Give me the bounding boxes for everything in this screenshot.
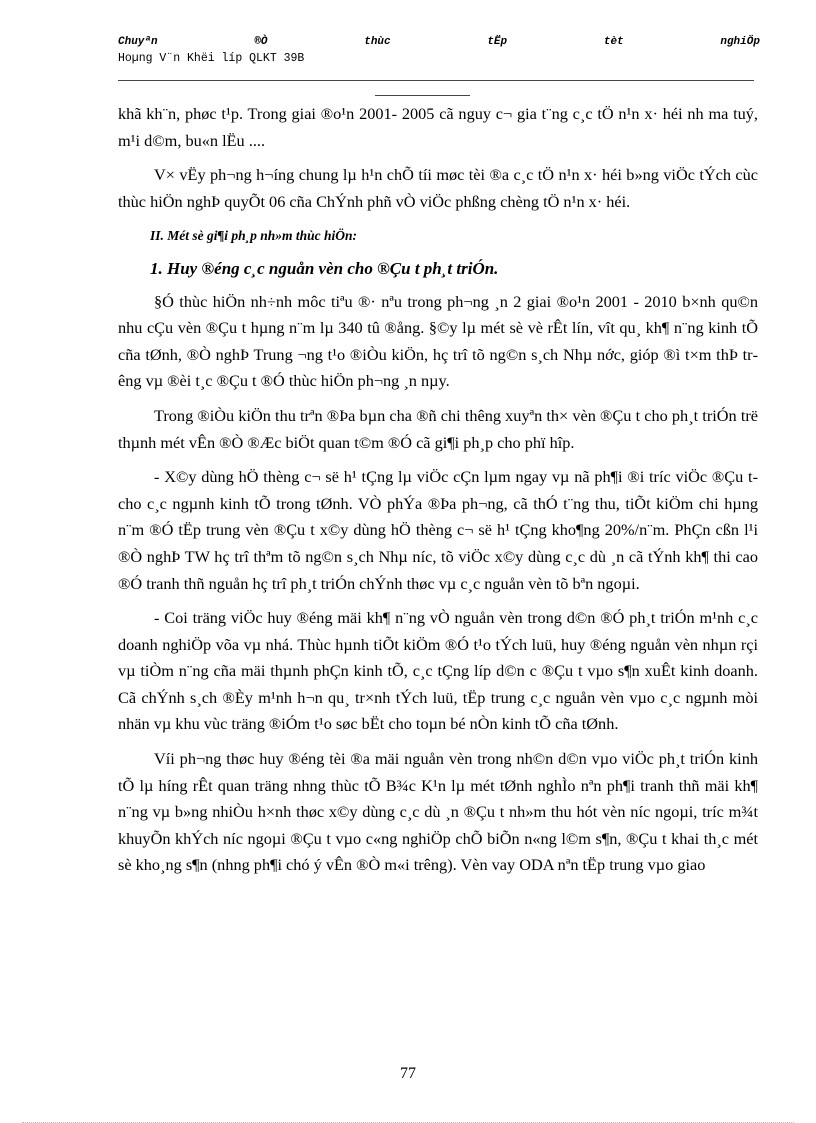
paragraph: - X©y dùng hÖ thèng c¬ së h¹ tÇng lµ viÖc cÇn lµm ngay vµ nã ph¶i ®i tríc viÖc ®Çu t cho c¸c ngµnh kinh tÕ trong tØnh. VÒ phÝa ®Þa ph¬ng, cã thÓ t¨ng thu, tiÕt kiÖm chi hµng n¨m ®Ó tËp trung vèn ®Çu t x©y dùng hÖ thèng c¬ së h¹ tÇng kho¶ng 20%/n¨m. PhÇn cßn l¹i ®Ò nghÞ TW hç trî thªm tõ ng©n s¸ch Nhµ níc, tõ viÖc x©y dùng c¸c dù ¸n cã tÝnh kh¶ thi cao ®Ó tranh thñ nguån hç trî ph¸t triÓn chÝnh thøc vµ c¸c nguån vèn tõ bªn ngoµi. [118, 467, 758, 593]
header-rule-short [375, 95, 470, 96]
header-author: Hoµng V¨n Khëi líp QLKT 39B [118, 52, 305, 65]
subsection-heading: 1. Huy ®éng c¸c nguån vèn cho ®Çu t ph¸t triÓn. [150, 258, 499, 278]
page-number: 77 [400, 1065, 416, 1082]
header-word: nghiÖp [720, 36, 760, 48]
paragraph: V× vËy ph¬ng h¬íng chung lµ h¹n chÕ tíi møc tèi ®a c¸c tÖ n¹n x· héi b»ng viÖc tÝch cùc thùc hiÖn nghÞ quyÕt 06 cña ChÝnh phñ vÒ viÖc phßng chèng tÖ n¹n x· héi. [118, 165, 758, 211]
header-word: ®Ò [254, 36, 268, 48]
header-word: Chuyªn [118, 36, 158, 48]
page-header [118, 36, 760, 65]
paragraph: khã kh¨n, phøc t¹p. Trong giai ®o¹n 2001- 2005 cã nguy c¬ gia t¨ng c¸c tÖ n¹n x· héi nh ma tuý, m¹i d©m, bu«n lËu .... [118, 104, 758, 150]
header-word: tËp [487, 36, 508, 48]
paragraph: - Coi träng viÖc huy ®éng mäi kh¶ n¨ng vÒ nguån vèn trong d©n ®Ó ph¸t triÓn m¹nh c¸c doanh nghiÖp võa vµ nhá. Thùc hµnh tiÕt kiÖm ®Ó t¹o tÝch luü, huy ®éng nguån vèn nhµn rçi vµ tiÒm n¨ng cña mäi thµnh phÇn kinh tÕ, c¸c tÇng líp d©n c ®Çu t vµo s¶n xuÊt kinh doanh. Cã chÝnh s¸ch ®Èy m¹nh h¬n qu¸ tr×nh tÝch luü, tËp trung c¸c nguån vèn vµo c¸c ngµnh mòi nhän vµ khu vùc träng ®iÓm t¹o søc bËt cho toµn bé nÒn kinh tÕ cña tØnh. [118, 608, 758, 734]
paragraph: Trong ®iÒu kiÖn thu trªn ®Þa bµn cha ®ñ chi thêng xuyªn th× vèn ®Çu t cho ph¸t triÓn trë thµnh mét vÊn ®Ò ®Æc biÖt quan t©m ®Ó cã gi¶i ph¸p cho phï hîp. [118, 405, 758, 452]
header-title [118, 36, 760, 48]
header-word: thùc [364, 36, 391, 48]
header-word: tèt [603, 36, 624, 48]
document-body [118, 101, 758, 887]
paragraph: Víi ph¬ng thøc huy ®éng tèi ®a mäi nguån vèn trong nh©n d©n vµo viÖc ph¸t triÓn kinh tÕ lµ híng rÊt quan träng nhng thùc tÕ B¾c K¹n lµ mét tØnh nghÌo nªn ph¶i tranh thñ mäi kh¶ n¨ng vµ b»ng nhiÒu h×nh thøc x©y dùng c¸c dù ¸n ®Çu t nh»m thu hót vèn níc ngoµi, tríc m¾t khuyÕn khÝch níc ngoµi ®Çu t vµo c«ng nghiÖp chÕ biÕn n«ng l©m s¶n, ®Çu t khai th¸c mét sè kho¸ng s¶n (nhng ph¶i chó ý vÊn ®Ò m«i trêng). Vèn vay ODA nªn tËp trung vµo giao [118, 749, 758, 875]
section-heading: II. Mét sè gi¶i ph¸p nh»m thùc hiÖn: [150, 228, 358, 244]
header-rule [118, 80, 754, 81]
paragraph: §Ó thùc hiÖn nh÷nh môc tiªu ®· nªu trong ph¬ng ¸n 2 giai ®o¹n 2001 - 2010 b×nh qu©n nhu cÇu vèn ®Çu t hµng n¨m lµ 340 tû ®ång. §©y lµ mét sè vè rÊt lín, vît qu¸ kh¶ n¨ng kinh tÕ cña tØnh, ®Ò nghÞ Trung ¬ng t¹o ®iÒu kiÖn, hç trî tõ ng©n s¸ch Nhµ nớc, gióp ®ì t×m thÞ trêng vµ ®èi t¸c ®Çu t ®Ó thùc hiÖn ph¬ng ¸n nµy. [118, 291, 758, 391]
